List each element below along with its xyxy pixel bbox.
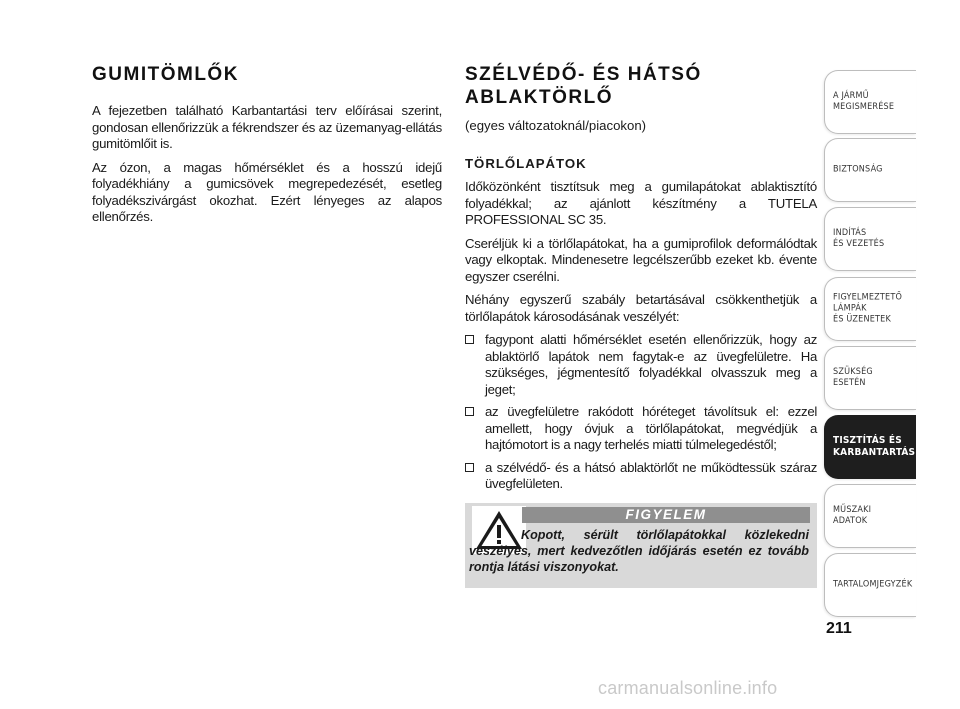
paragraph: Az ózon, a magas hőmérséklet és a hosszú idejű folyadékhiány a gumicsövek megrepedezését, esetleg folyadékszivárgást okozhat. Ezért lényeges az alapos ellenőrzés. <box>92 159 442 224</box>
subheading-wiper-blades: TÖRLŐLAPÁTOK <box>465 156 587 171</box>
tab-vehicle-knowledge[interactable] <box>824 70 916 134</box>
tab-label: FIGYELMEZTETŐ LÁMPÁK ÉS ÜZENETEK <box>833 292 903 325</box>
paragraph: Időközönként tisztítsuk meg a gumilapátokat ablaktisztító folyadékkal; az ajánlott készítmény a TUTELA PROFESSIONAL SC 35. <box>465 179 817 227</box>
tab-label: BIZTONSÁG <box>833 164 883 175</box>
bullet-item <box>465 460 817 493</box>
tab-label: MŰSZAKI ADATOK <box>833 505 872 526</box>
bullet-text: az üvegfelületre rakódott hóréteget távolítsuk el: ezzel amellett, hogy óvjuk a törlőlapátokat, megvédjük a hajtómotort is a nagy terhelés miatti túlmelegedéstől; <box>485 404 817 452</box>
bullet-text: fagypont alatti hőmérséklet esetén ellenőrizzük, hogy az ablaktörlő lapátok nem fagytak-e az üvegfelületre. Ha szükséges, jégmentesítő folyadékkal olvasszuk meg a jeget; <box>485 332 817 397</box>
tab-label: A JÁRMŰ MEGISMERÉSE <box>833 91 895 112</box>
bullet-item <box>465 404 817 454</box>
tab-safety[interactable] <box>824 138 916 202</box>
section-subtitle: (egyes változatoknál/piacokon) <box>465 118 647 133</box>
tab-emergency[interactable] <box>824 346 916 410</box>
tab-label: SZÜKSÉG ESETÉN <box>833 367 873 388</box>
checkbox-bullet-icon <box>465 335 474 344</box>
tab-label: TARTALOMJEGYZÉK <box>833 579 913 590</box>
paragraph: Néhány egyszerű szabály betartásával csökkenthetjük a törlőlapátok károsodásának veszélyét: <box>465 292 817 324</box>
warning-text: Kopott, sérült törlőlapátokkal közlekedni veszélyes, mert kedvezőtlen időjárás esetén ez tovább rontja látási viszonyokat. <box>469 528 809 574</box>
paragraph: Cseréljük ki a törlőlapátokat, ha a gumiprofilok deformálódtak vagy elkoptak. Mindenesetre legcélszerűbb ezeket kb. évente egyszer cserélni. <box>465 235 817 284</box>
section-title-wipers: SZÉLVÉDŐ- ÉS HÁTSÓ ABLAKTÖRLŐ <box>465 64 702 108</box>
tab-cleaning-maintenance[interactable] <box>824 415 916 479</box>
checkbox-bullet-icon <box>465 407 474 416</box>
tab-label: INDÍTÁS ÉS VEZETÉS <box>833 228 885 249</box>
tab-index[interactable] <box>824 553 916 617</box>
page-number: 211 <box>826 620 852 637</box>
tab-starting-driving[interactable] <box>824 207 916 271</box>
tab-warning-lights[interactable] <box>824 277 916 341</box>
paragraph: A fejezetben található Karbantartási terv előírásai szerint, gondosan ellenőrizzük a fékrendszer és az üzemanyag-ellátás gumitömlőit is. <box>92 103 442 151</box>
right-body <box>465 156 817 499</box>
tab-technical-data[interactable] <box>824 484 916 548</box>
tab-label: TISZTÍTÁS ÉS KARBANTARTÁS <box>833 435 916 458</box>
bullet-text: a szélvédő- és a hátsó ablaktörlőt ne működtessük száraz üvegfelületen. <box>485 459 817 491</box>
warning-box <box>465 503 817 588</box>
section-title-hoses: GUMITÖMLŐK <box>92 64 239 85</box>
left-body <box>92 103 442 233</box>
warning-label: FIGYELEM <box>522 507 810 523</box>
checkbox-bullet-icon <box>465 463 474 472</box>
bullet-list <box>465 332 817 493</box>
watermark: carmanualsonline.info <box>598 678 778 698</box>
bullet-item <box>465 332 817 398</box>
